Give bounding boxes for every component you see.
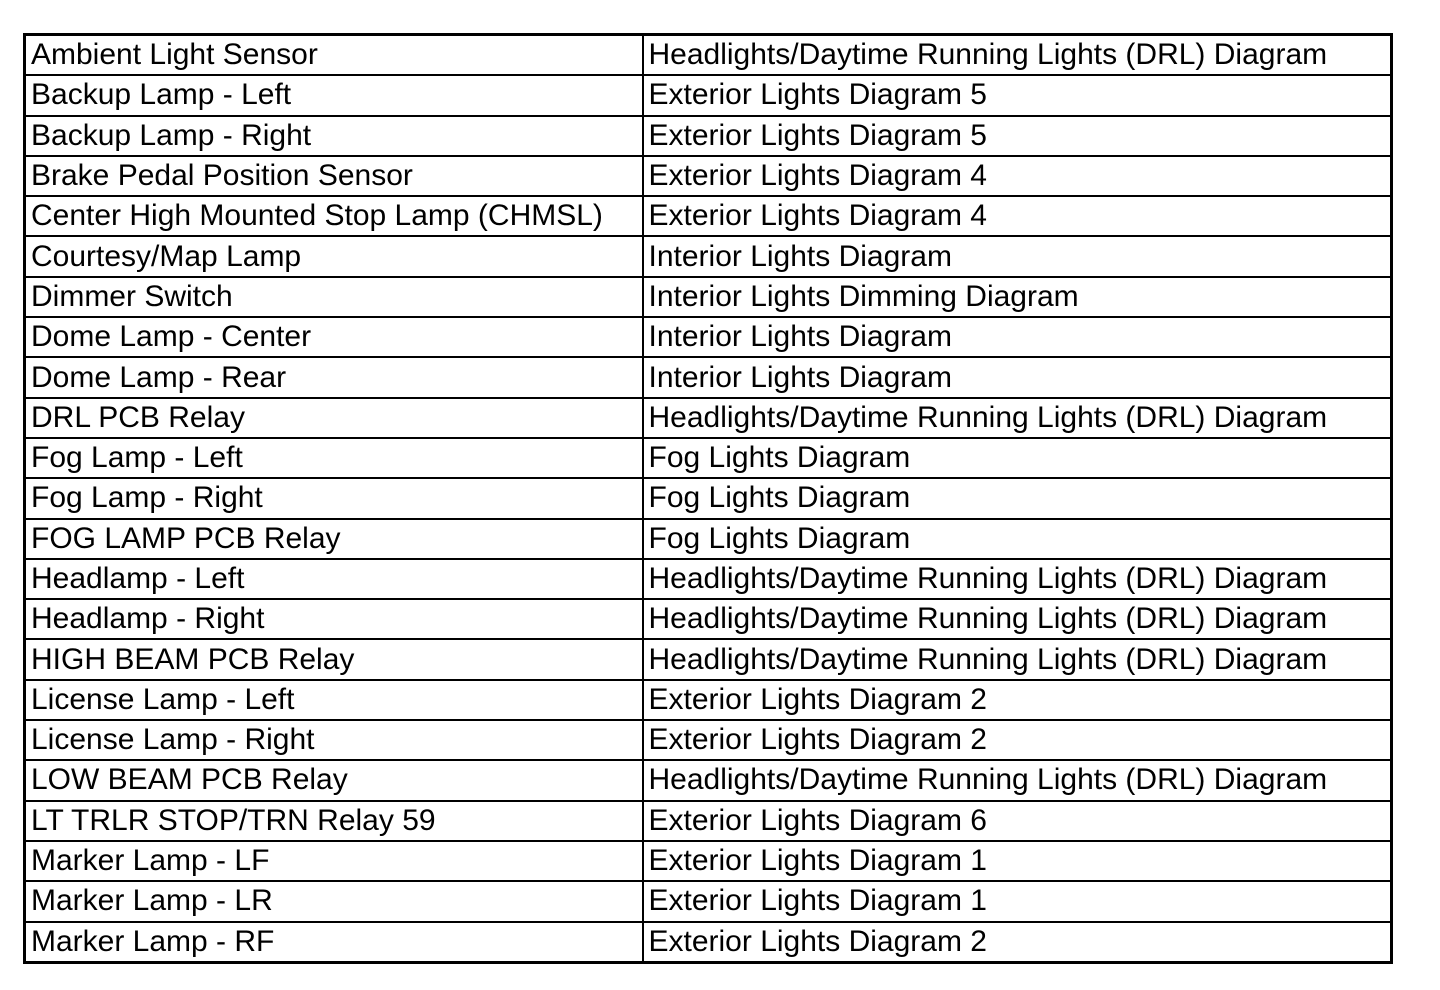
diagram-reference-cell: Interior Lights Diagram: [643, 317, 1392, 357]
diagram-reference-cell: Fog Lights Diagram: [643, 519, 1392, 559]
component-name-cell: DRL PCB Relay: [25, 398, 643, 438]
component-name-cell: Marker Lamp - LF: [25, 841, 643, 881]
diagram-reference-cell: Headlights/Daytime Running Lights (DRL) Diagram: [643, 760, 1392, 800]
component-name-cell: Center High Mounted Stop Lamp (CHMSL): [25, 196, 643, 236]
diagram-reference-cell: Exterior Lights Diagram 1: [643, 881, 1392, 921]
component-name-cell: Marker Lamp - RF: [25, 922, 643, 963]
table-row: [25, 801, 1392, 841]
component-name-cell: Headlamp - Right: [25, 599, 643, 639]
diagram-reference-cell: Interior Lights Diagram: [643, 357, 1392, 397]
component-name-cell: License Lamp - Left: [25, 680, 643, 720]
component-name-cell: LT TRLR STOP/TRN Relay 59: [25, 801, 643, 841]
component-name-cell: Brake Pedal Position Sensor: [25, 156, 643, 196]
diagram-reference-cell: Headlights/Daytime Running Lights (DRL) Diagram: [643, 398, 1392, 438]
table-row: [25, 639, 1392, 679]
table-row: [25, 519, 1392, 559]
diagram-reference-cell: Interior Lights Diagram: [643, 236, 1392, 276]
diagram-reference-cell: Exterior Lights Diagram 4: [643, 196, 1392, 236]
diagram-reference-cell: Exterior Lights Diagram 2: [643, 922, 1392, 963]
diagram-reference-cell: Headlights/Daytime Running Lights (DRL) Diagram: [643, 559, 1392, 599]
table-row: [25, 922, 1392, 963]
diagram-reference-cell: Exterior Lights Diagram 5: [643, 116, 1392, 156]
table-row: [25, 680, 1392, 720]
diagram-reference-cell: Headlights/Daytime Running Lights (DRL) Diagram: [643, 35, 1392, 76]
table-row: [25, 116, 1392, 156]
diagram-reference-cell: Fog Lights Diagram: [643, 438, 1392, 478]
table-row: [25, 559, 1392, 599]
component-name-cell: License Lamp - Right: [25, 720, 643, 760]
table-row: [25, 357, 1392, 397]
component-name-cell: Headlamp - Left: [25, 559, 643, 599]
component-name-cell: Fog Lamp - Right: [25, 478, 643, 518]
diagram-reference-cell: Headlights/Daytime Running Lights (DRL) Diagram: [643, 639, 1392, 679]
diagram-reference-cell: Fog Lights Diagram: [643, 478, 1392, 518]
table-row: [25, 196, 1392, 236]
component-name-cell: Dome Lamp - Rear: [25, 357, 643, 397]
diagram-reference-cell: Exterior Lights Diagram 6: [643, 801, 1392, 841]
table-body: [25, 35, 1392, 963]
table-row: [25, 881, 1392, 921]
table-row: [25, 317, 1392, 357]
component-name-cell: Marker Lamp - LR: [25, 881, 643, 921]
table-row: [25, 398, 1392, 438]
component-name-cell: Backup Lamp - Right: [25, 116, 643, 156]
table-row: [25, 156, 1392, 196]
diagram-reference-cell: Exterior Lights Diagram 4: [643, 156, 1392, 196]
component-name-cell: FOG LAMP PCB Relay: [25, 519, 643, 559]
table-row: [25, 35, 1392, 76]
component-name-cell: LOW BEAM PCB Relay: [25, 760, 643, 800]
component-name-cell: Fog Lamp - Left: [25, 438, 643, 478]
table-row: [25, 236, 1392, 276]
component-name-cell: Courtesy/Map Lamp: [25, 236, 643, 276]
diagram-reference-cell: Exterior Lights Diagram 2: [643, 720, 1392, 760]
diagram-reference-cell: Exterior Lights Diagram 5: [643, 75, 1392, 115]
table-row: [25, 75, 1392, 115]
table-row: [25, 438, 1392, 478]
table-row: [25, 760, 1392, 800]
table-row: [25, 720, 1392, 760]
table-row: [25, 599, 1392, 639]
component-name-cell: HIGH BEAM PCB Relay: [25, 639, 643, 679]
table-row: [25, 277, 1392, 317]
table-row: [25, 478, 1392, 518]
diagram-reference-cell: Exterior Lights Diagram 2: [643, 680, 1392, 720]
component-name-cell: Dimmer Switch: [25, 277, 643, 317]
component-name-cell: Backup Lamp - Left: [25, 75, 643, 115]
diagram-reference-cell: Interior Lights Dimming Diagram: [643, 277, 1392, 317]
component-name-cell: Dome Lamp - Center: [25, 317, 643, 357]
diagram-reference-cell: Exterior Lights Diagram 1: [643, 841, 1392, 881]
component-diagram-table: [23, 33, 1393, 964]
component-name-cell: Ambient Light Sensor: [25, 35, 643, 76]
diagram-reference-cell: Headlights/Daytime Running Lights (DRL) Diagram: [643, 599, 1392, 639]
table-row: [25, 841, 1392, 881]
